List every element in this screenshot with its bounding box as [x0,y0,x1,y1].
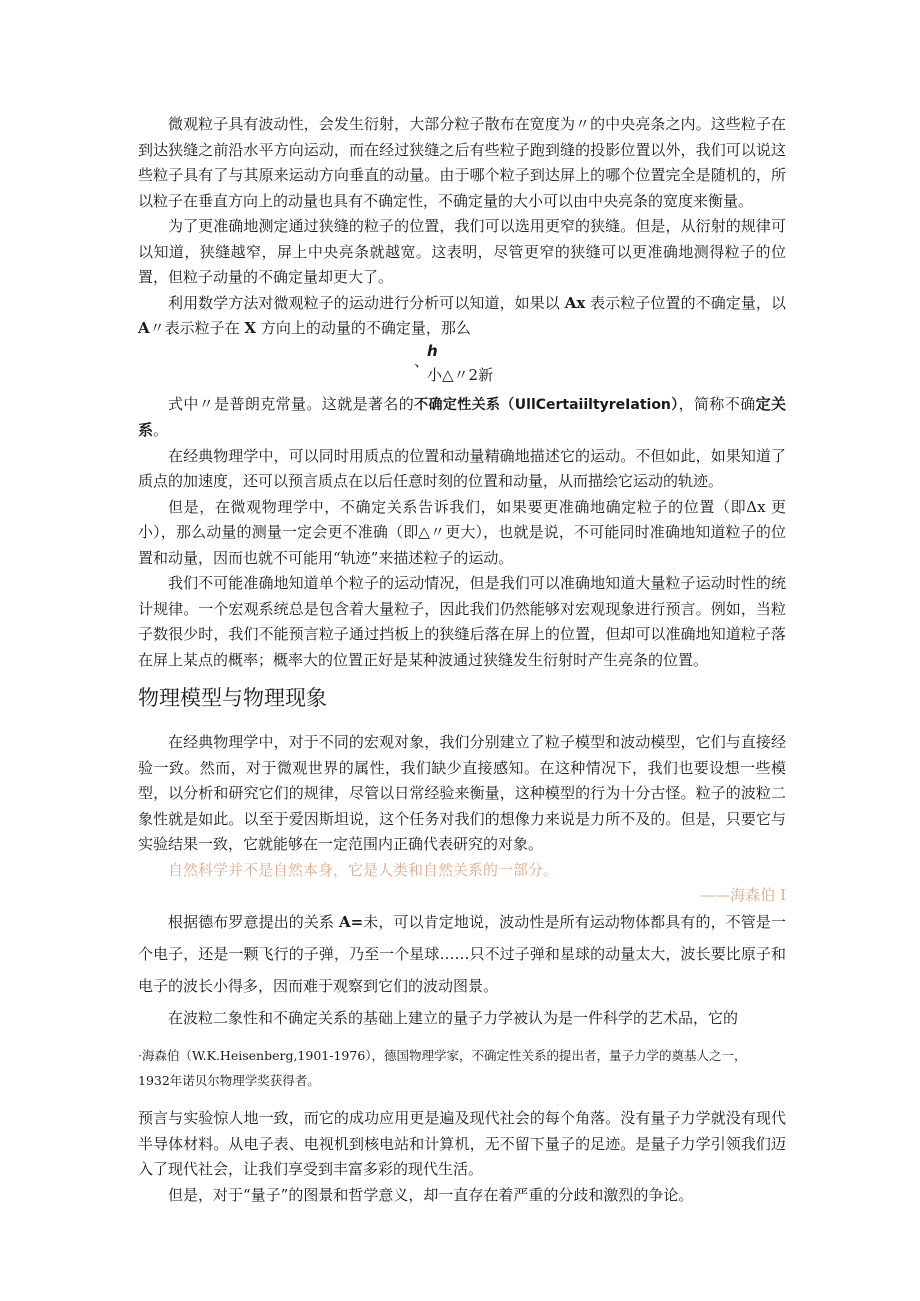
paragraph-math-analysis [138,291,786,342]
paragraph-debate: 但是，对于“量子”的图景和哲学意义，却一直存在着严重的分歧和激烈的争论。 [168,1185,694,1204]
debroglie-block [138,906,786,1034]
symbol-x: X [244,319,257,337]
text-span: 未，可以肯定地说，波动性是所有运动物体都具有的，不管是一个电子，还是一颗飞行的子弹，乃至一个星球……只不过子弹和星球的动量太大，波长要比原子和电子的波长小得多，因而难于观察到它们的波动图景。 [138,913,786,995]
paragraph-models: 在经典物理学中，对于不同的宏观对象，我们分别建立了粒子模型和波动模型，它们与直接经验一致。然而，对于微观世界的属性，我们缺少直接感知。在这种情况下，我们也要设想一些模型，以分析和研究它们的规律，尽管以日常经验来衡量，这种模型的行为十分古怪。粒子的波粒二象性就是如此。以至于爱因斯坦说，这个任务对我们的想像力来说是力所不及的。但是，只要它与实验结果一致，它就能够在一定范围内正确代表研究的对象。 [138,733,786,853]
paragraph-statistics: 我们不可能准确地知道单个粒子的运动情况，但是我们可以准确地知道大量粒子运动时性的统计规律。一个宏观系统总是包含着大量粒子，因此我们仍然能够对宏观现象进行预言。例如，当粒子数很少时，我们不能预言粒子通过挡板上的狭缝后落在屏上的位置，但却可以准确地知道粒子落在屏上某点的概率；概率大的位置正好是某种波通过狭缝发生衍射时产生亮条的位置。 [138,574,786,669]
symbol-delta-p: A [138,319,150,337]
paragraph-classical: 在经典物理学中，可以同时用质点的位置和动量精确地描述它的运动。不但如此，如果知道了质点的加速度，还可以预言质点在以后任意时刻的位置和动量，从而描绘它运动的轨迹。 [138,446,786,490]
intro-block [138,112,786,673]
paragraph-prediction: 预言与实验惊人地一致，而它的成功应用更是遍及现代社会的每个角落。没有量子力学就没有现代半导体材料。从电子表、电视机到核电站和计算机，无不留下量子的足迹。是量子力学引领我们迈入了现代社会，让我们享受到丰富多彩的现代生活。 [138,1109,786,1178]
closing-block [138,1106,786,1208]
formula-mark: 、 [414,351,430,370]
section-title: 物理模型与物理现象 [138,686,327,710]
text-span: ，简称不确 [678,394,756,413]
paragraph-diffraction: 微观粒子具有波动性，会发生衍射，大部分粒子散布在宽度为〃的中央亮条之内。这些粒子在到达狭缝之前沿水平方向运动，而在经过狭缝之后有些粒子跑到缝的投影位置以外，我们可以说这些粒子具有了与其原来运动方向垂直的动量。由于哪个粒子到达屏上的哪个位置完全是随机的，所以粒子在垂直方向上的动量也具有不确定性，不确定量的大小可以由中央亮条的宽度来衡量。 [138,115,786,210]
text-span: 方向上的动量的不确定量，那么 [256,319,471,337]
quote-author: ——海森伯 I [700,886,786,904]
paragraph-planck [138,392,786,444]
uncertainty-formula [138,342,786,392]
footnote-line-1: ·海森伯（W.K.Heisenberg,1901-1976），德国物理学家，不确定性关系的提出者，量子力学的奠基人之一， [138,1048,747,1063]
symbol-delta-x: Ax [564,293,586,312]
text-span: 根据德布罗意提出的关系 [168,913,339,931]
formula-numerator: h [427,341,438,360]
text-span: 式中〃是普朗克常量。这就是著名的 [168,394,415,413]
paragraph-debroglie [138,906,786,1002]
footnote-line-2: 1932年诺贝尔物理学奖获得者。 [138,1073,320,1088]
text-span: 利用数学方法对微观粒子的运动进行分析可以知道，如果以 [168,293,565,312]
term-uncertainty-relation: 不确定性关系（UllCertaiiltyreIation） [414,396,679,413]
paragraph-narrow-slit: 为了更准确地测定通过狭缝的粒子的位置，我们可以选用更窄的狭缝。但是，从衍射的规律可以知道，狭缝越窄，屏上中央亮条就越宽。这表明，尽管更窄的狭缝可以更准确地测得粒子的位置，但粒子动量的不确定量却更大了。 [138,217,786,286]
formula-body: 小△〃2新 [427,365,494,384]
text-span: 。 [153,421,169,439]
text-span: 〃表示粒子在 [149,319,245,337]
quote-text: 自然科学并不是自然本身，它是人类和自然关系的一部分。 [168,860,559,879]
text-span: 表示粒子位置的不确定量，以 [585,293,786,312]
footnote [138,1043,786,1093]
symbol-lambda: A= [338,913,364,931]
term-short: 定关系 [138,394,786,439]
model-block [138,730,786,909]
paragraph-microscopic: 但是，在微观物理学中，不确定关系告诉我们，如果要更准确地确定粒子的位置（即Δx 更小），那么动量的测量一定会更不准确（即△〃更大），也就是说，不可能同时准确地知道粒子的位置和动量，因而也就不可能用“轨迹”来描述粒子的运动。 [138,497,786,567]
paragraph-quantum-art: 在波粒二象性和不确定关系的基础上建立的量子力学被认为是一件科学的艺术品，它的 [168,1009,739,1027]
